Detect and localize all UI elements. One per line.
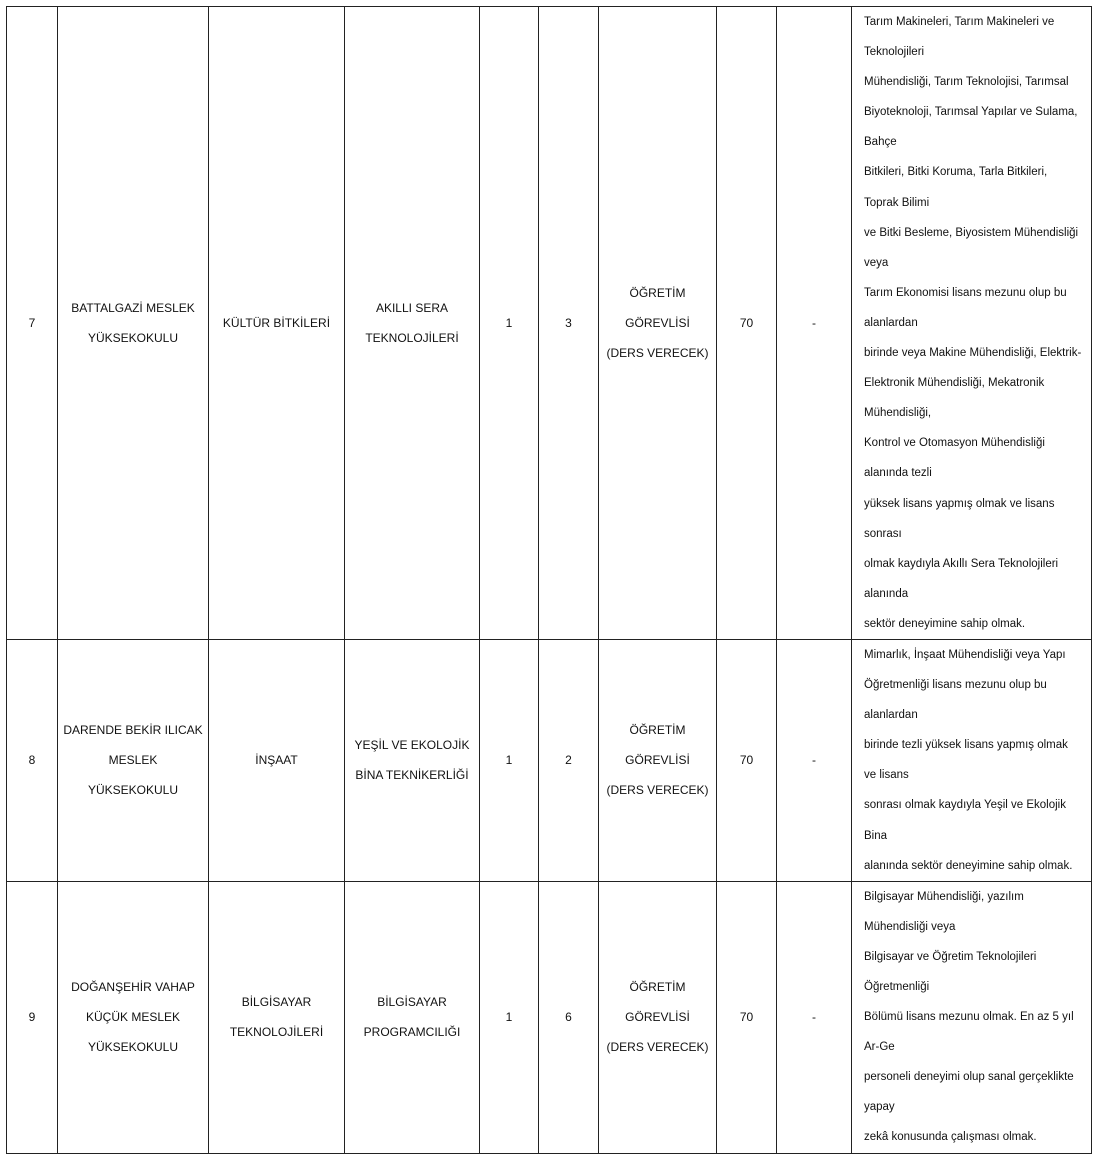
school-name: DOĞANŞEHİR VAHAP KÜÇÜK MESLEK YÜKSEKOKULU (58, 881, 209, 1153)
department-name: İNŞAAT (209, 639, 345, 881)
requirements-text: Bilgisayar Mühendisliği, yazılım Mühendisliği veya Bilgisayar ve Öğretim Teknolojileri Öğretmenliği Bölümü lisans mezunu olmak. En az 5 yıl Ar-Ge personeli deneyimi olup sanal gerçeklikte yapay zekâ konusunda çalışması olmak. (852, 881, 1092, 1153)
level-value: 2 (539, 639, 599, 881)
foreign-language-score: - (777, 7, 852, 640)
position-title: ÖĞRETİM GÖREVLİSİ (DERS VERECEK) (599, 639, 717, 881)
foreign-language-score: - (777, 881, 852, 1153)
ales-score: 70 (717, 881, 777, 1153)
table-row (7, 639, 1092, 881)
level-value: 6 (539, 881, 599, 1153)
department-name: BİLGİSAYAR TEKNOLOJİLERİ (209, 881, 345, 1153)
school-name: BATTALGAZİ MESLEK YÜKSEKOKULU (58, 7, 209, 640)
positions-table (6, 6, 1092, 1154)
row-number: 7 (7, 7, 58, 640)
quota-count: 1 (480, 7, 539, 640)
row-number: 9 (7, 881, 58, 1153)
requirements-text: Tarım Makineleri, Tarım Makineleri ve Teknolojileri Mühendisliği, Tarım Teknolojisi, Tarımsal Biyoteknoloji, Tarımsal Yapılar ve Sulama, Bahçe Bitkileri, Bitki Koruma, Tarla Bitkileri, Toprak Bilimi ve Bitki Besleme, Biyosistem Mühendisliği veya Tarım Ekonomisi lisans mezunu olup bu alanlardan birinde veya Makine Mühendisliği, Elektrik- Elektronik Mühendisliği, Mekatronik Mühendisliği, Kontrol ve Otomasyon Mühendisliği alanında tezli yüksek lisans yapmış olmak ve lisans sonrası olmak kaydıyla Akıllı Sera Teknolojileri alanında sektör deneyimine sahip olmak. (852, 7, 1092, 640)
requirements-text: Mimarlık, İnşaat Mühendisliği veya Yapı Öğretmenliği lisans mezunu olup bu alanlardan birinde tezli yüksek lisans yapmış olmak ve lisans sonrası olmak kaydıyla Yeşil ve Ekolojik Bina alanında sektör deneyimine sahip olmak. (852, 639, 1092, 881)
quota-count: 1 (480, 639, 539, 881)
school-name: DARENDE BEKİR ILICAK MESLEK YÜKSEKOKULU (58, 639, 209, 881)
ales-score: 70 (717, 639, 777, 881)
department-name: KÜLTÜR BİTKİLERİ (209, 7, 345, 640)
level-value: 3 (539, 7, 599, 640)
row-number: 8 (7, 639, 58, 881)
position-title: ÖĞRETİM GÖREVLİSİ (DERS VERECEK) (599, 881, 717, 1153)
program-name: BİLGİSAYAR PROGRAMCILIĞI (345, 881, 480, 1153)
ales-score: 70 (717, 7, 777, 640)
program-name: AKILLI SERA TEKNOLOJİLERİ (345, 7, 480, 640)
table-row (7, 7, 1092, 640)
foreign-language-score: - (777, 639, 852, 881)
program-name: YEŞİL VE EKOLOJİK BİNA TEKNİKERLİĞİ (345, 639, 480, 881)
table-row (7, 881, 1092, 1153)
position-title: ÖĞRETİM GÖREVLİSİ (DERS VERECEK) (599, 7, 717, 640)
quota-count: 1 (480, 881, 539, 1153)
